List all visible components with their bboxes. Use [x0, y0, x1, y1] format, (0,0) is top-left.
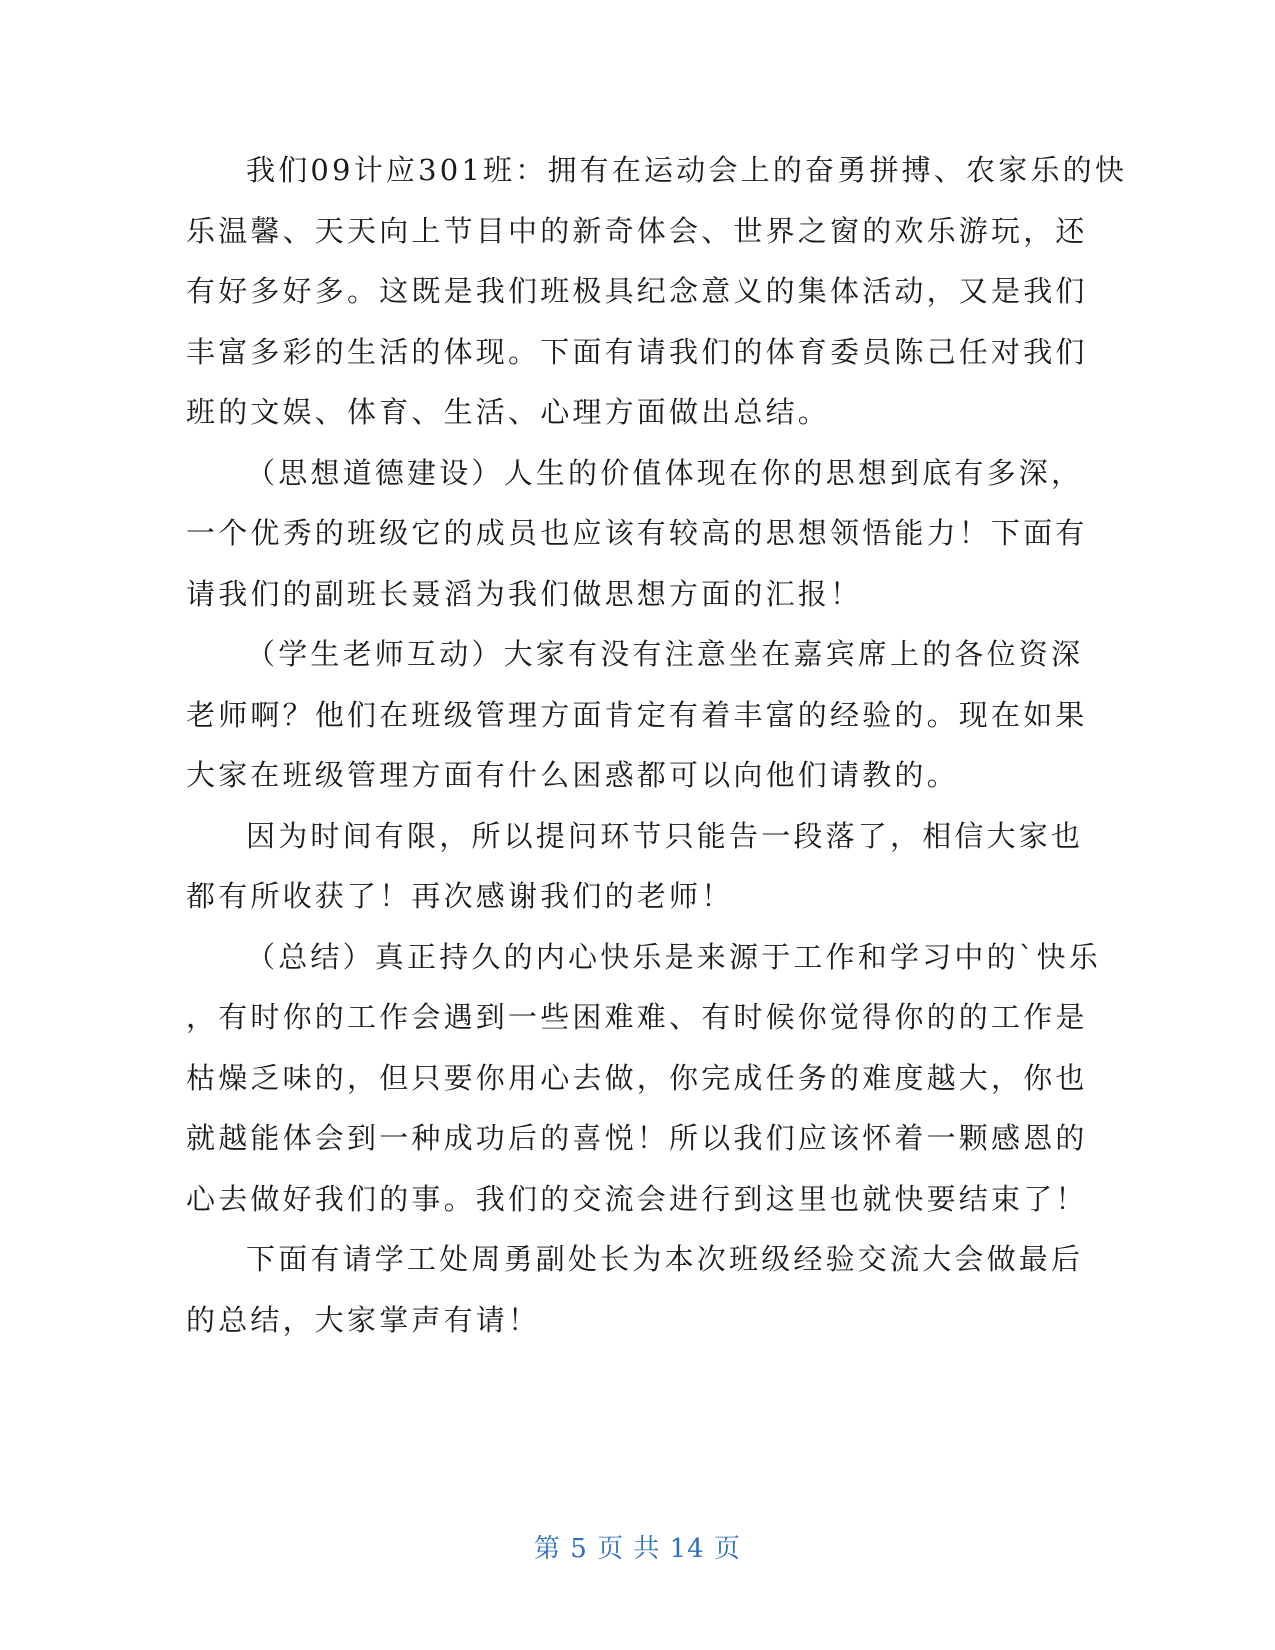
text-line: 心去做好我们的事。我们的交流会进行到这里也就快要结束了！	[186, 1181, 1088, 1216]
text-line: 我们09计应301班：拥有在运动会上的奋勇拼搏、农家乐的快	[246, 153, 1128, 187]
text-line: ，有时你的工作会遇到一些困难难、有时候你觉得你的的工作是	[186, 1000, 1088, 1034]
text-line: 请我们的副班长聂滔为我们做思想方面的汇报！	[186, 576, 863, 611]
text-line: 枯燥乏味的，但只要你用心去做，你完成任务的难度越大，你也	[186, 1060, 1088, 1095]
text-line: 因为时间有限，所以提问环节只能告一段落了，相信大家也	[246, 818, 1084, 853]
text-line: 乐温馨、天天向上节目中的新奇体会、世界之窗的欢乐游玩，还	[186, 213, 1088, 248]
text-line: 丰富多彩的生活的体现。下面有请我们的体育委员陈己任对我们	[186, 334, 1088, 369]
paragraph-class-activities	[186, 140, 1128, 443]
text-line: 都有所收获了！再次感谢我们的老师！	[186, 879, 734, 913]
text-line: 就越能体会到一种成功后的喜悦！所以我们应该怀着一颗感恩的	[186, 1121, 1088, 1155]
paragraph-thanks	[186, 806, 1084, 927]
text-line: 有好多好多。这既是我们班极具纪念意义的集体活动，又是我们	[186, 274, 1088, 308]
text-line: （思想道德建设）人生的价值体现在你的思想到底有多深，	[246, 455, 1084, 490]
text-line: 一个优秀的班级它的成员也应该有较高的思想领悟能力！下面有	[186, 516, 1088, 550]
paragraph-moral-building	[186, 443, 1088, 625]
paragraph-summary	[186, 927, 1101, 1230]
text-line: 下面有请学工处周勇副处长为本次班级经验交流大会做最后	[246, 1242, 1084, 1276]
document-body	[186, 140, 1128, 1350]
paragraph-teacher-interaction	[186, 624, 1088, 806]
text-line: （学生老师互动）大家有没有注意坐在嘉宾席上的各位资深	[246, 637, 1084, 671]
paragraph-closing	[186, 1229, 1084, 1350]
text-line: 大家在班级管理方面有什么困惑都可以向他们请教的。	[186, 758, 959, 792]
text-line: 的总结，大家掌声有请！	[186, 1302, 541, 1337]
text-line: 班的文娱、体育、生活、心理方面做出总结。	[186, 395, 831, 429]
text-line: （总结）真正持久的内心快乐是来源于工作和学习中的`快乐	[246, 939, 1101, 974]
page-number-footer: 第 5 页 共 14 页	[534, 1534, 741, 1564]
text-line: 老师啊？他们在班级管理方面肯定有着丰富的经验的。现在如果	[186, 697, 1088, 732]
